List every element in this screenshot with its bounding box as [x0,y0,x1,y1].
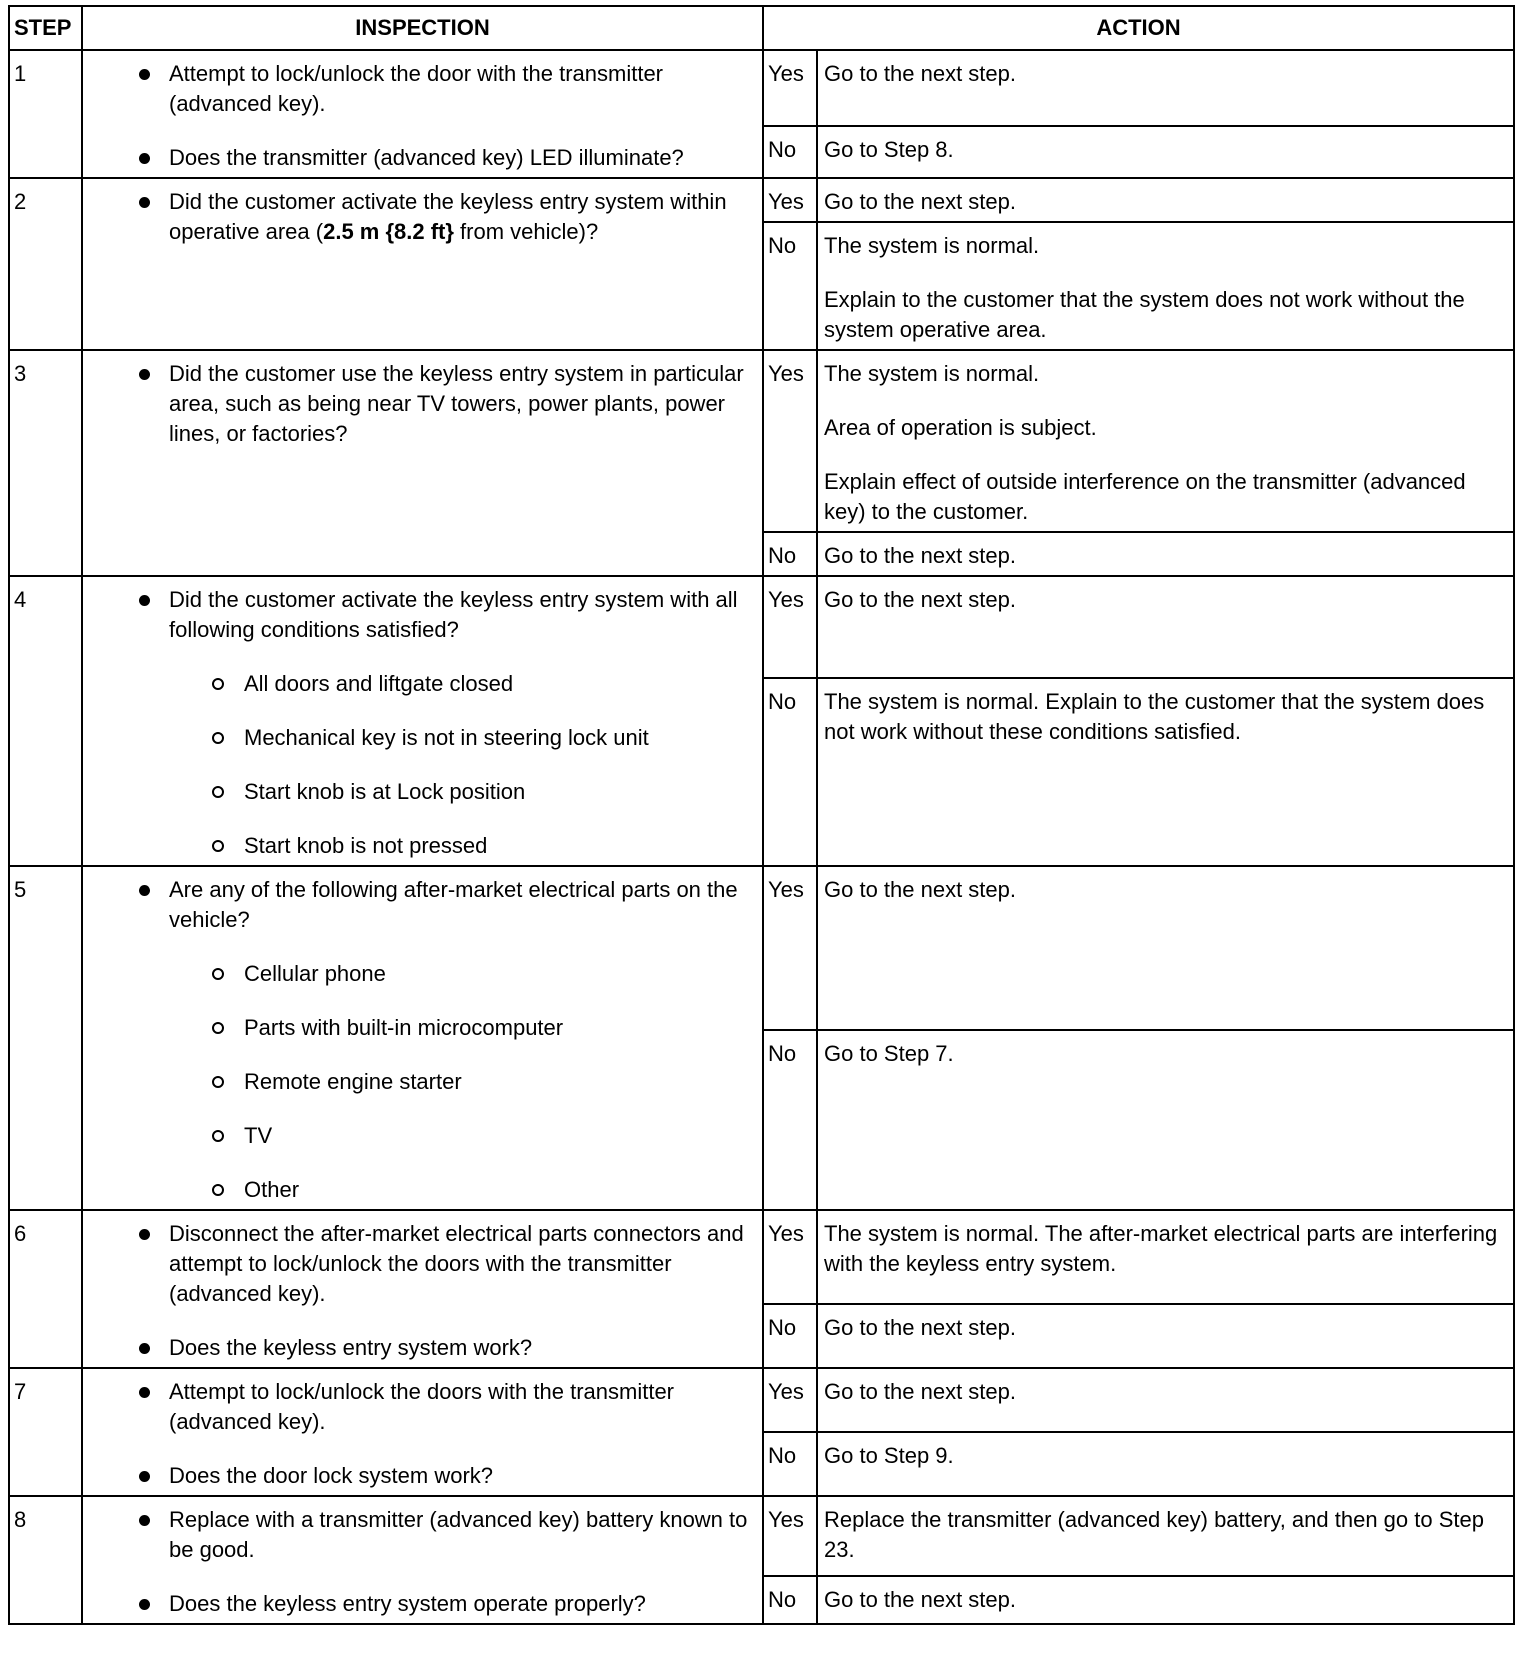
inspection-text: Did the customer activate the keyless entry system with all following conditions satisfied? [169,587,738,642]
inspection-item: Does the door lock system work? [169,1461,756,1491]
yes-action [817,50,1514,126]
action-text: The system is normal. The after-market electrical parts are interfering with the keyless entry system. [824,1221,1498,1276]
inspection-text: Are any of the following after-market electrical parts on the vehicle? [169,877,738,932]
no-label: No [763,222,817,350]
yes-label: Yes [763,350,817,532]
inspection-item: Disconnect the after-market electrical parts connectors and attempt to lock/unlock the doors with the transmitter (advanced key). [169,1219,756,1309]
part-item: TV [244,1121,756,1151]
inspection-item: Did the customer use the keyless entry system in particular area, such as being near TV towers, power plants, power lines, or factories? [169,359,756,449]
no-label: No [763,678,817,866]
yes-action [817,1496,1514,1576]
inspection-item: Replace with a transmitter (advanced key) battery known to be good. [169,1505,756,1565]
no-action [817,1030,1514,1210]
yes-label: Yes [763,178,817,222]
no-label: No [763,1304,817,1368]
inspection-cell [82,1368,763,1496]
yes-label: Yes [763,1496,817,1576]
inspection-item: Does the transmitter (advanced key) LED illuminate? [169,143,756,173]
action-text: Go to the next step. [824,1315,1017,1340]
action-text: Replace the transmitter (advanced key) battery, and then go to Step 23. [824,1507,1484,1562]
step-3-yes-row [9,350,1514,532]
action-text: Area of operation is subject. [824,415,1097,440]
action-text: Explain effect of outside interference on the transmitter (advanced key) to the customer. [824,469,1466,524]
step-1-yes-row [9,50,1514,126]
step-4-yes-row [9,576,1514,678]
yes-action [817,576,1514,678]
action-text: Go to Step 7. [824,1041,954,1066]
step-number: 2 [9,178,82,350]
yes-action [817,1368,1514,1432]
inspection-cell [82,866,763,1210]
inspection-item: Attempt to lock/unlock the doors with the transmitter (advanced key). [169,1377,756,1437]
no-label: No [763,126,817,178]
no-action [817,222,1514,350]
step-2-yes-row [9,178,1514,222]
inspection-cell [82,178,763,350]
step-number: 3 [9,350,82,576]
no-label: No [763,532,817,576]
inspection-header: INSPECTION [82,6,763,50]
yes-action [817,178,1514,222]
no-action [817,678,1514,866]
no-action [817,532,1514,576]
action-text: The system is normal. [824,233,1040,258]
condition-item: All doors and liftgate closed [244,669,756,699]
part-item: Cellular phone [244,959,756,989]
inspection-item: Attempt to lock/unlock the door with the transmitter (advanced key). [169,59,756,119]
inspection-cell [82,576,763,866]
inspection-item [169,187,756,247]
step-8-yes-row [9,1496,1514,1576]
action-text: The system is normal. Explain to the customer that the system does not work without these conditions satisfied. [824,689,1485,744]
step-header: STEP [9,6,82,50]
action-text: Explain to the customer that the system does not work without the system operative area. [824,287,1465,342]
operative-distance: 2.5 m {8.2 ft} [323,219,454,244]
part-item: Remote engine starter [244,1067,756,1097]
action-text: Go to the next step. [824,61,1017,86]
inspection-item: Does the keyless entry system operate properly? [169,1589,756,1619]
step-5-yes-row [9,866,1514,1030]
part-item: Other [244,1175,756,1205]
diagnostic-table-wrapper [8,5,1515,1625]
part-item: Parts with built-in microcomputer [244,1013,756,1043]
action-text: Go to Step 8. [824,137,954,162]
yes-label: Yes [763,866,817,1030]
header-row [9,6,1514,50]
action-text: Go to the next step. [824,587,1017,612]
yes-label: Yes [763,1368,817,1432]
no-action [817,1576,1514,1624]
inspection-cell [82,1496,763,1624]
diagnostic-table [8,5,1515,1625]
step-7-yes-row [9,1368,1514,1432]
inspection-text: from vehicle)? [453,219,599,244]
action-text: Go to the next step. [824,877,1017,902]
no-action [817,1304,1514,1368]
action-text: Go to Step 9. [824,1443,954,1468]
inspection-cell [82,1210,763,1368]
no-label: No [763,1030,817,1210]
action-text: The system is normal. [824,361,1040,386]
condition-item: Mechanical key is not in steering lock unit [244,723,756,753]
condition-item: Start knob is not pressed [244,831,756,861]
step-number: 8 [9,1496,82,1624]
inspection-item: Does the keyless entry system work? [169,1333,756,1363]
yes-label: Yes [763,576,817,678]
step-number: 4 [9,576,82,866]
no-label: No [763,1432,817,1496]
action-text: Go to the next step. [824,1379,1017,1404]
yes-label: Yes [763,1210,817,1304]
step-6-yes-row [9,1210,1514,1304]
yes-action [817,866,1514,1030]
action-text: Go to the next step. [824,189,1017,214]
yes-label: Yes [763,50,817,126]
inspection-item [169,875,756,1205]
no-action [817,126,1514,178]
action-text: Go to the next step. [824,1587,1017,1613]
action-text: Go to the next step. [824,543,1017,568]
inspection-cell [82,350,763,576]
inspection-item [169,585,756,861]
step-number: 1 [9,50,82,178]
no-action [817,1432,1514,1496]
condition-item: Start knob is at Lock position [244,777,756,807]
inspection-cell [82,50,763,178]
step-number: 5 [9,866,82,1210]
no-label: No [763,1576,817,1624]
yes-action [817,350,1514,532]
yes-action [817,1210,1514,1304]
inspection-text: Did the customer activate the keyless entry system within operative area ( [169,189,727,244]
action-header: ACTION [763,6,1514,50]
step-number: 7 [9,1368,82,1496]
step-number: 6 [9,1210,82,1368]
